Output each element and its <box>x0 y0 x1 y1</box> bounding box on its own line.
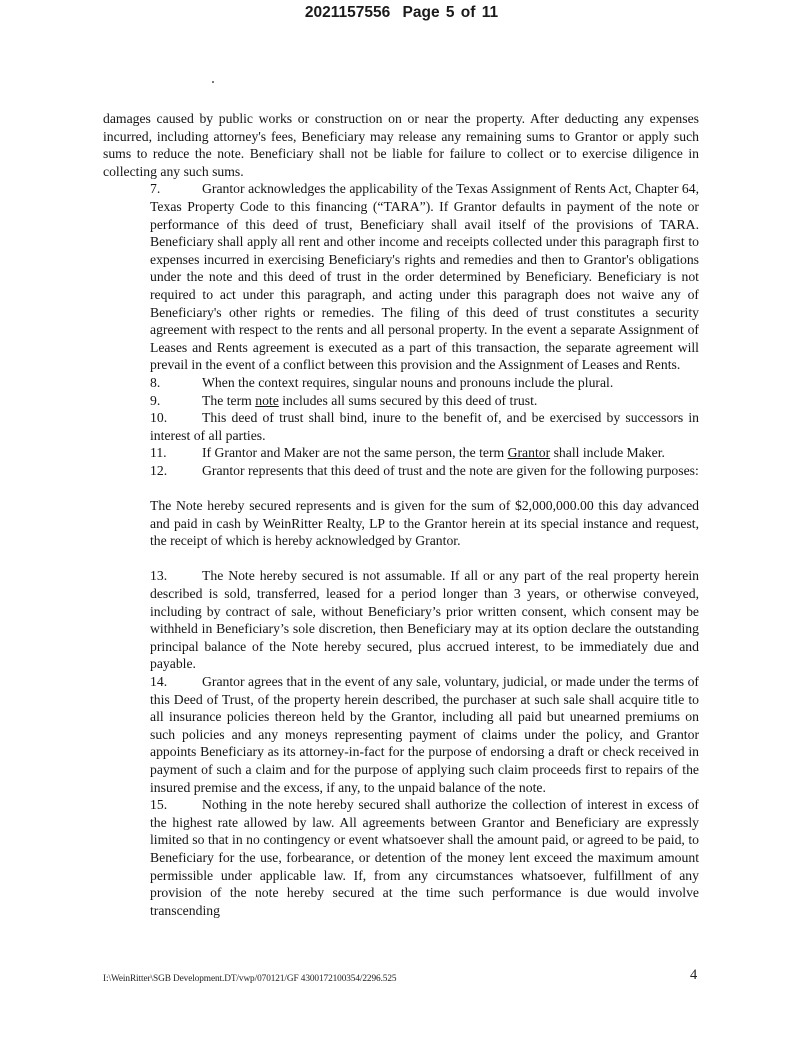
paragraph-text: Nothing in the note hereby secured shall authorize the collection of interest in excess of the highest rate allowed by law. All agreements between Grantor and Beneficiary are expressly limited so that in no contingency or event whatsoever shall the amount paid, or agreed to be paid, to Beneficiary for the use, forbearance, or detention of the money lent exceed the maximum amount permissible under applicable law. If, from any circumstances whatsoever, fulfillment of any provision of the note hereby secured at the time such performance is due would involve transcending <box>150 797 699 918</box>
paragraph-7 <box>103 180 699 374</box>
defined-term-note: note <box>255 392 279 408</box>
paragraph-text-a: The term <box>202 392 256 408</box>
paragraph-number: 11. <box>150 445 167 461</box>
paragraph-number: 13. <box>150 568 168 584</box>
paragraph-number: 14. <box>150 674 168 689</box>
paragraph-13 <box>103 567 699 673</box>
paragraph-number: 8. <box>150 374 161 390</box>
paragraph-9 <box>103 392 699 410</box>
paragraph-15 <box>103 796 699 919</box>
paragraph-14 <box>103 673 699 796</box>
paragraph-text: Grantor acknowledges the applicability of the Texas Assignment of Rents Act, Chapter 64, Texas Property Code to this financing (“TARA”). If Grantor defaults in payment of the note or performance of this deed of trust, Beneficiary shall avail itself of the provisions of TARA. Beneficiary shall apply all rent and other income and receipts collected under this paragraph first to expenses incurred in exercising Beneficiary's rights and remedies and then to Grantor's obligations under the note and this deed of trust in the order determined by Beneficiary. Beneficiary is not required to act under this paragraph, and acting under this paragraph does not waive any of Beneficiary's other rights or remedies. The filing of this deed of trust constitutes a security agreement with respect to the rents and all personal property. In the event a separate Assignment of Leases and Rents agreement is executed as a part of this transaction, the separate agreement will prevail in the event of a conflict between this provision and the Assignment of Leases and Rents. <box>150 181 699 373</box>
purpose-statement: The Note hereby secured represents and is given for the sum of $2,000,000.00 this day advanced and paid in cash by WeinRitter Realty, LP to the Grantor herein at its special instance and request, the receipt of which is hereby acknowledged by Grantor. <box>150 498 699 549</box>
paragraph-6-continued: damages caused by public works or construction on or near the property. After deducting any expenses incurred, including attorney's fees, Beneficiary may release any remaining sums to Grantor or apply such sums to reduce the note. Beneficiary shall not be liable for failure to collect or to exercise diligence in collecting any such sums. <box>103 111 699 179</box>
page-indicator: Page 5 of 11 <box>402 4 499 21</box>
paragraph-text: Grantor represents that this deed of trust and the note are given for the following purposes: <box>202 462 699 478</box>
defined-term-grantor: Grantor <box>507 445 551 461</box>
paragraph-8 <box>103 374 699 392</box>
paragraph-text: Grantor agrees that in the event of any sale, voluntary, judicial, or made under the terms of this Deed of Trust, of the property herein described, the purchaser at such sale shall acquire title to all insurance policies thereon held by the Grantor, including all paid but unearned premiums on such policies and any moneys representing payment of claims under the policy, and Grantor appoints Beneficiary as its attorney-in-fact for the purpose of endorsing a draft or check received in payment of such a claim and for the purpose of applying such claim proceeds first to repairs of the insured premise and the excess, if any, to the unpaid balance of the note. <box>150 674 699 795</box>
paragraph-number: 10. <box>150 410 168 426</box>
paragraph-number: 7. <box>150 181 161 197</box>
scan-speck <box>212 81 214 83</box>
paragraph-text-b: includes all sums secured by this deed of trust. <box>278 392 538 408</box>
paragraph-text: The Note hereby secured is not assumable. If all or any part of the real property herein described is sold, transferred, leased for a period longer than 3 years, or otherwise conveyed, including by contract of sale, without Beneficiary’s prior written consent, which consent may be withheld in Beneficiary’s sole discretion, then Beneficiary may at its option declare the outstanding principal balance of the Note hereby secured, plus accrued interest, to be immediately due and payable. <box>150 568 699 672</box>
footer-file-path: I:\WeinRitter\SGB Development.DT/vwp/070121/GF 4300172100354/2296.525 <box>103 974 397 984</box>
paragraph-11 <box>103 444 699 462</box>
paragraph-number: 9. <box>150 392 161 408</box>
paragraph-number: 15. <box>150 797 168 813</box>
footer-page-number: 4 <box>690 967 698 983</box>
document-number: 2021157556 <box>304 4 391 21</box>
paragraph-number: 12. <box>150 462 168 478</box>
paragraph-text: When the context requires, singular nouns and pronouns include the plural. <box>202 374 614 390</box>
paragraph-10 <box>103 409 699 444</box>
document-body <box>103 110 699 919</box>
paragraph-text-a: If Grantor and Maker are not the same person, the term <box>202 445 508 461</box>
paragraph-12 <box>103 462 699 480</box>
paragraph-text: This deed of trust shall bind, inure to the benefit of, and be exercised by successors in interest of all parties. <box>150 410 699 443</box>
paragraph-text-b: shall include Maker. <box>550 445 665 461</box>
recording-header <box>0 4 803 22</box>
